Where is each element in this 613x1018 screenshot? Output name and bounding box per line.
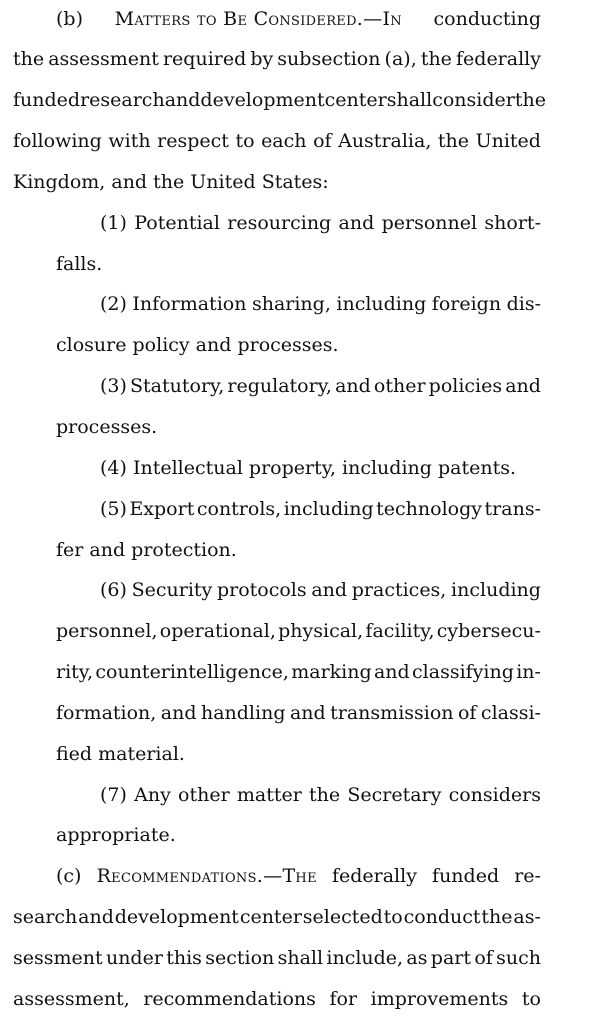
- text-word: counterintelligence,: [95, 661, 289, 683]
- list-item-3-continuation: processes.: [56, 416, 158, 438]
- text-word: and: [160, 702, 197, 724]
- text-word: operational,: [159, 620, 276, 642]
- list-item-6-continuation: [56, 616, 541, 646]
- text-word: conduct: [403, 906, 481, 928]
- text-word: dis-: [506, 293, 541, 315]
- text-word: and: [338, 212, 375, 234]
- text-word: consider: [432, 89, 515, 111]
- text-word: respect: [157, 130, 229, 152]
- text-word: of: [474, 947, 493, 969]
- section-c-label: (c): [56, 865, 82, 887]
- text-word: physical,: [278, 620, 364, 642]
- text-word: handling: [200, 702, 286, 724]
- text-word: subsection: [277, 48, 381, 70]
- text-word: Secretary: [347, 784, 442, 806]
- list-item-1-continuation: falls.: [56, 253, 103, 275]
- text-word: considers: [448, 784, 541, 806]
- list-item-5-continuation: fer and protection.: [56, 539, 237, 561]
- text-word: and: [373, 661, 410, 683]
- text-word: formation,: [56, 702, 157, 724]
- list-item-6-continuation: [56, 657, 541, 687]
- text-line: [13, 85, 546, 115]
- list-item-6-continuation: [56, 698, 541, 728]
- text-line: [13, 44, 541, 74]
- text-word: by: [250, 48, 274, 70]
- text-word: the: [13, 48, 45, 70]
- list-item-2-line: [100, 289, 541, 319]
- text-word: classifying: [412, 661, 514, 683]
- text-word: Information: [132, 293, 247, 315]
- text-word: following: [13, 130, 102, 152]
- text-word: with: [108, 130, 151, 152]
- list-item-6-line: [100, 575, 541, 605]
- text-word: federally: [456, 48, 541, 70]
- text-word: (1): [100, 212, 127, 234]
- text-word: classi-: [480, 702, 541, 724]
- text-word: to: [521, 988, 541, 1010]
- section-c-heading-line: [56, 861, 541, 891]
- text-word: including: [451, 579, 541, 601]
- text-line: Kingdom, and the United States:: [13, 171, 329, 193]
- text-word: and: [505, 375, 541, 397]
- text-word: the: [481, 906, 513, 928]
- text-word: required: [162, 48, 247, 70]
- text-word: and: [164, 89, 201, 111]
- text-word: Export: [129, 498, 195, 520]
- text-line: [13, 943, 541, 973]
- text-word: resourcing: [227, 212, 332, 234]
- text-word: sessment: [13, 947, 103, 969]
- text-word: assessment: [48, 48, 159, 70]
- text-word: re-: [514, 865, 541, 887]
- list-item-5-line: [100, 494, 541, 524]
- text-word: federally: [331, 865, 417, 887]
- text-word: to: [235, 130, 255, 152]
- text-word: search: [13, 906, 78, 928]
- text-word: Potential: [134, 212, 220, 234]
- text-word: for: [329, 988, 358, 1010]
- text-word: foreign: [431, 293, 502, 315]
- text-word: section: [205, 947, 275, 969]
- text-word: conducting: [433, 8, 541, 30]
- text-word: this: [166, 947, 202, 969]
- text-word: including: [336, 293, 427, 315]
- text-word: (6): [100, 579, 127, 601]
- text-word: facility,: [365, 620, 435, 642]
- text-word: of: [313, 130, 332, 152]
- text-word: and: [335, 375, 371, 397]
- text-word: the: [437, 130, 470, 152]
- text-word: funded: [13, 89, 81, 111]
- text-word: research: [80, 89, 165, 111]
- text-word: protocols: [216, 579, 307, 601]
- text-line: [13, 984, 541, 1014]
- text-word: other: [373, 375, 426, 397]
- text-word: and: [311, 579, 348, 601]
- text-word: recommendations: [143, 988, 316, 1010]
- text-word: of: [457, 702, 477, 724]
- text-word: center: [239, 906, 302, 928]
- text-word: regulatory,: [227, 375, 332, 397]
- text-word: (3): [100, 375, 127, 397]
- text-word: shall: [277, 947, 324, 969]
- text-word: trans-: [484, 498, 541, 520]
- text-word: under: [105, 947, 163, 969]
- text-word: sharing,: [251, 293, 331, 315]
- text-word: selected: [302, 906, 383, 928]
- text-word: shall: [386, 89, 433, 111]
- text-word: funded: [432, 865, 500, 887]
- text-word: the: [420, 48, 452, 70]
- text-line: [13, 126, 541, 156]
- text-word: technology: [376, 498, 483, 520]
- text-word: rity,: [56, 661, 94, 683]
- text-word: as: [406, 947, 428, 969]
- text-word: include,: [326, 947, 404, 969]
- list-item-7-continuation: appropriate.: [56, 824, 176, 846]
- text-word: personnel: [381, 212, 478, 234]
- text-word: assessment,: [13, 988, 130, 1010]
- text-word: Any: [134, 784, 171, 806]
- text-word: United: [475, 130, 541, 152]
- text-word: matter: [236, 784, 302, 806]
- text-word: (2): [100, 293, 127, 315]
- text-word: the: [309, 784, 341, 806]
- text-word: practices,: [351, 579, 447, 601]
- section-b-heading: Matters to Be Considered.—In: [114, 8, 402, 30]
- text-word: marking: [291, 661, 372, 683]
- list-item-4-line: (4) Intellectual property, including patents.: [100, 457, 517, 479]
- section-b-heading-line: [56, 4, 541, 34]
- text-word: cybersecu-: [436, 620, 541, 642]
- text-word: (a),: [384, 48, 417, 70]
- text-word: short-: [484, 212, 541, 234]
- list-item-1-line: [100, 208, 541, 238]
- text-word: personnel,: [56, 620, 158, 642]
- text-word: as-: [513, 906, 541, 928]
- text-word: in-: [516, 661, 541, 683]
- text-word: improvements: [370, 988, 509, 1010]
- text-word: Security: [131, 579, 213, 601]
- list-item-7-line: [100, 780, 541, 810]
- text-word: and: [289, 702, 326, 724]
- text-word: part: [430, 947, 472, 969]
- section-b-label: (b): [56, 8, 83, 30]
- text-word: the: [514, 89, 546, 111]
- text-word: each: [261, 130, 307, 152]
- text-word: Statutory,: [130, 375, 225, 397]
- text-word: policies: [428, 375, 503, 397]
- section-c-heading: Recommendations.—The: [96, 865, 317, 887]
- text-word: (7): [100, 784, 127, 806]
- list-item-6-continuation: fied material.: [56, 743, 185, 765]
- text-word: to: [383, 906, 403, 928]
- text-line: [13, 902, 541, 932]
- text-word: development: [114, 906, 239, 928]
- list-item-2-continuation: closure policy and processes.: [56, 334, 339, 356]
- list-item-3-line: [100, 371, 541, 401]
- text-word: transmission: [330, 702, 454, 724]
- text-word: center: [324, 89, 387, 111]
- text-word: Australia,: [338, 130, 432, 152]
- text-word: other: [178, 784, 230, 806]
- text-word: development: [200, 89, 325, 111]
- text-word: (5): [100, 498, 127, 520]
- text-word: such: [496, 947, 541, 969]
- text-word: including: [283, 498, 374, 520]
- text-word: and: [78, 906, 114, 928]
- text-word: controls,: [196, 498, 282, 520]
